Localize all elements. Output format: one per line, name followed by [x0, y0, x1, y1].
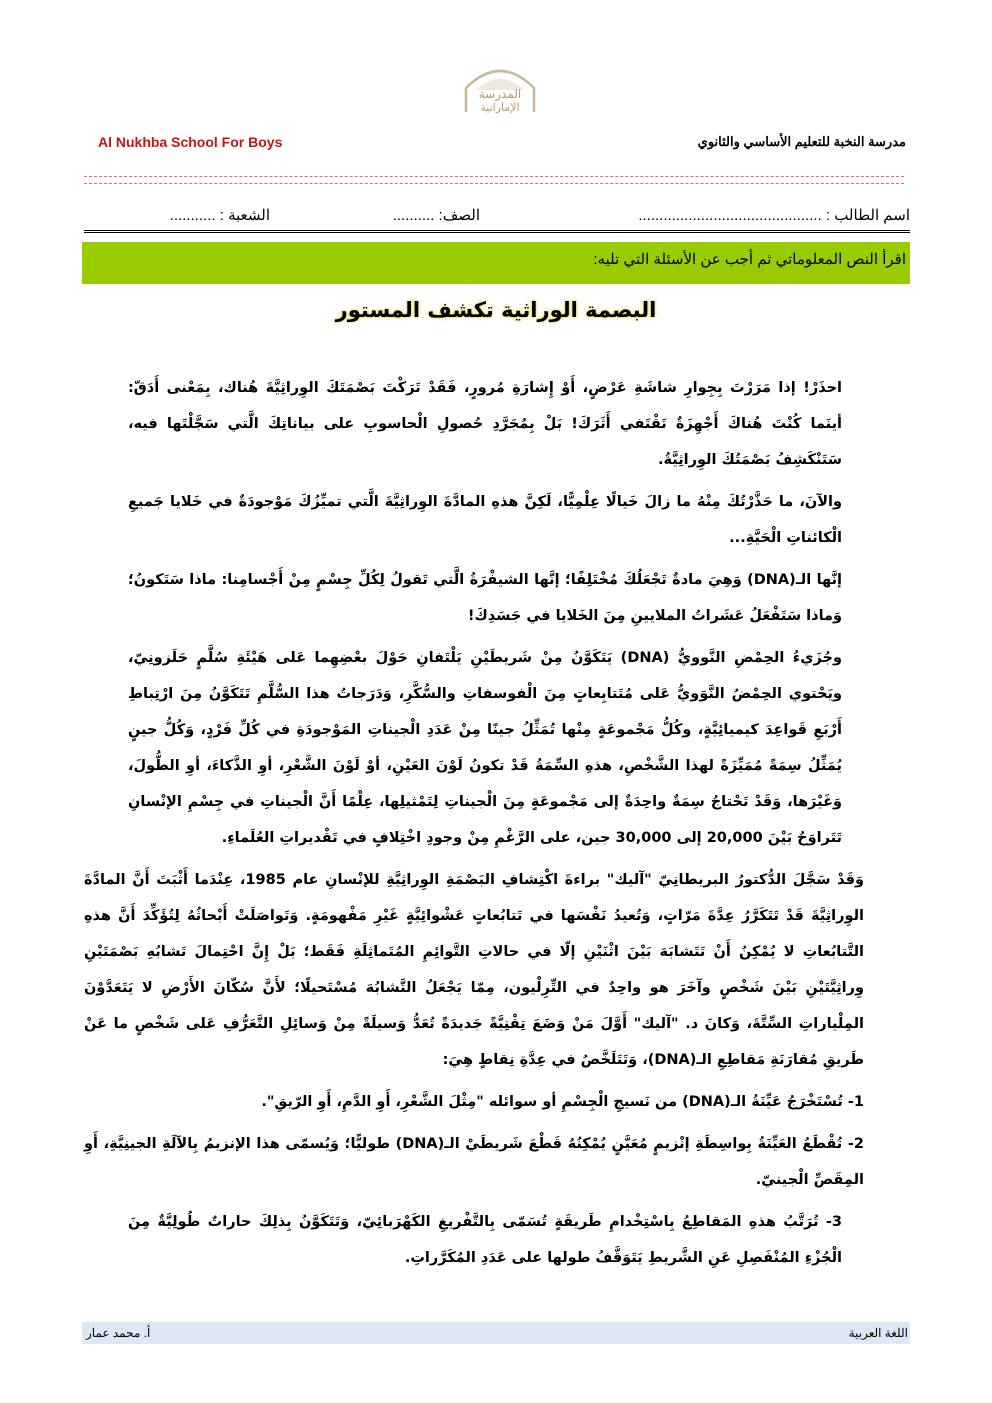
logo-text-line2: الإماراتية [480, 101, 520, 114]
paragraph: وجُزَيءُ الحِمْضِ النَّوويُّ (DNA) يَتَكَوَّنُ مِنْ شَريطَيْنِ يَلْتَفانِ حَوْلَ بعْضِهِما عَلى هَيْئَةِ سُلَّمٍ حَلَزونِيّ، ويَحْتوي الحِمْضُ النَّوَويُّ عَلى مُتَتابِعاتٍ مِنَ الْفوسفاتِ والسُّكَّرِ، وَدَرَجاتُ هذا السُّلَّمِ تَتَكَوَّنُ مِنَ ارْتِباطِ أَرْبَعِ قَواعِدَ كيميائِيَّةٍ، وكُلُّ مَجْموعَةٍ مِنْها تُمَثِّلُ جينًا مِنْ عَدَدِ الْجيناتِ المَوْجودَةِ في كُلِّ فَرْدٍ، وَكُلُّ جينٍ يُمَثِّلُ سِمَةً مُمَيِّزَةً لهذا الشَّخْصِ، هذهِ السِّمَةُ قَدْ تكونُ لَوْنَ العَيْنِ، أوْ لَوْنَ الشَّعْرِ، أوِ الذَّكاءَ، أوِ الطُّولَ، وَغَيْرَها، وَقَدْ تَحْتاجُ سِمَةٌ واحِدَةٌ إلى مَجْموعَةٍ مِنَ الْجيناتِ لِتَمْثيلِها، عِلْمًا أَنَّ الْجيناتِ في جِسْمِ الإنْسانِ تَتَراوَحُ بَيْنَ 20,000 إلى 30,000 جين، على الرَّغْمِ مِنْ وجودِ اخْتِلافٍ في تَقْديراتِ العُلَماءِ. [128, 650, 842, 846]
instruction-bar [82, 242, 910, 284]
paragraph: والآنَ، ما حَذَّرْتُكَ مِنْهُ ما زالَ خَيالًا عِلْمِيًّا، لَكِنَّ هذهِ المادَّةَ الوِراثِيَّةَ الَّتي تميِّزُكَ مَوْجودَةٌ في خَلايا جَميعِ الْكائناتِ الْحَيَّةِ... [128, 494, 842, 546]
page-footer [82, 1322, 910, 1344]
student-name-field[interactable]: اسم الطالب : ............................................ [638, 207, 910, 224]
instruction-text: اقرأ النص المعلوماتي ثم أجب عن الأسئلة التي تليه: [593, 251, 906, 268]
footer-subject: اللغة العربية [848, 1326, 908, 1340]
school-name-arabic: مدرسة النخبة للتعليم الأساسي والثانوي [697, 134, 906, 149]
school-logo [462, 62, 538, 116]
school-name-english: Al Nukhba School For Boys [98, 134, 283, 150]
paragraph: وَقَدْ سَجَّلَ الدُّكتورُ البريطانِيّ "آليك" براءةَ اكْتِشافِ البَصْمَةِ الوِراثِيَّةِ للإنْسانِ عام 1985، عِنْدَما أَثْبَتَ أَنَّ المادَّةَ الوِراثِيَّةَ قَدْ تَتَكَرَّرُ عِدَّةَ مَرّاتٍ، وَتُعيدُ نَفْسَها في تَتابُعاتٍ عَشْوائِيَّةٍ غَيْرِ مَفْهومَةٍ. وَتَواصَلَتْ أَبْحاثُهُ لِتُؤَكِّدَ أَنَّ هذهِ التَّتابُعاتِ لا يُمْكِنُ أَنْ تَتَشابَهَ بَيْنَ اثْنَيْنِ إلّا في حالاتِ التَّوائِمِ المُتَماثِلَةِ فَقَط؛ بَلْ إِنَّ احْتِمالَ تَشابُهِ بَصْمَتَيْنِ وِراثِيَّتَيْنِ بَيْنَ شَخْصٍ وآخَرَ هو واحِدٌ في التِّرِلْيون، مِمّا يَجْعَلُ التَّشابُهَ مُسْتَحيلًا؛ لأَنَّ سُكّانَ الأَرْضِ لا يَتَعَدَّوْنَ المِلْياراتِ السِّتَّةَ، وَكانَ د. "آليك" أَوَّلَ مَنْ وَضَعَ تِقْنِيَّةً جَديدَةً تُعَدُّ وَسيلَةً مِنْ وَسائِلِ التَّعَرُّفِ عَلى شَخْصٍ ما عَنْ طَريقِ مُقارَنَةِ مَقاطِعِ الـ(DNA)، وَتَتَلَخَّصُ في عِدَّةِ نِقاطٍ هِيَ: [84, 872, 864, 1068]
passage-body [84, 370, 864, 1282]
step-item: 1- تُسْتَخْرَجُ عَيِّنَةُ الـ(DNA) من نَسيجِ الْجِسْمِ أو سوائله "مِثْلَ الشَّعْرِ، أَوِ الدَّمِ، أَوِ الرّيقِ". [261, 1094, 864, 1110]
passage-title: البصمة الوراثية تكشف المستور [335, 298, 657, 322]
paragraph: احذَرْ! إذا مَرَرْتَ بِجِوارِ شاشَةِ عَرْضٍ، أَوْ إِشارَةِ مُرورٍ، فَقَدْ تَرَكْتَ بَصْمَتَكَ الوِراثِيَّةَ هُناك، بِمَعْنى أَدَقّ: أينَما كُنْتَ هُناكَ أَجْهِزَةٌ تَقْتَفي أَثَرَكَ! بَلْ بِمُجَرَّدِ حُصولِ الْحاسوبِ على بياناتِكَ الَّتي سَجَّلْتَها فيه، سَتَنْكَشِفُ بَصْمَتُكَ الوِراثِيَّةُ. [128, 380, 842, 468]
step-item: 2- تُقْطَعُ العَيِّنَةُ بِواسِطَةِ إنْزيمٍ مُعَيَّنٍ يُمْكِنُهُ قَطْعَ شَريطَيْ الـ(DNA) طوليًّا؛ وَيُسمّى هذا الإنزيمُ بِالآلَةِ الجينِيَّةِ، أَوِ المِقَصِّ الْجينيّ. [84, 1136, 864, 1188]
paragraph: إنَّها الـ(DNA) وَهِيَ مادةٌ تَجْعَلُكَ مُخْتَلِفًا؛ إنَّها الشيفْرَةُ الَّتي تَقولُ لِكُلِّ جِسْمٍ مِنْ أَجْسامِنا: ماذا سَتَكونُ؛ وَماذا سَتَفْعَلُ عَشَراتُ الملايينِ مِنَ الخَلايا في جَسَدِكَ! [128, 572, 842, 624]
section-field[interactable]: الشعبة : ........... [169, 207, 270, 224]
logo-text-line1: المدرسة [478, 87, 522, 101]
footer-teacher: أ. محمد عمار [86, 1326, 151, 1340]
header-separator [84, 176, 904, 184]
step-item: 3- تُرَتَّبُ هذهِ المَقاطِعُ بِاسْتِخْدامِ طَريقَةٍ تُسَمّى بِالتَّفْريغِ الكَهْرَبائِيّ، وَتَتَكَوَّنُ بِذلِكَ حاراتٌ طُولِيَّةٌ مِنَ الْجُزْءِ المُنْفَصِلِ عَنِ الشَّريطِ يَتَوَقَّفُ طولها على عَدَدِ المُكَرَّراتِ. [128, 1214, 842, 1266]
class-field[interactable]: الصف: .......... [392, 207, 480, 224]
student-info-row [84, 204, 910, 233]
